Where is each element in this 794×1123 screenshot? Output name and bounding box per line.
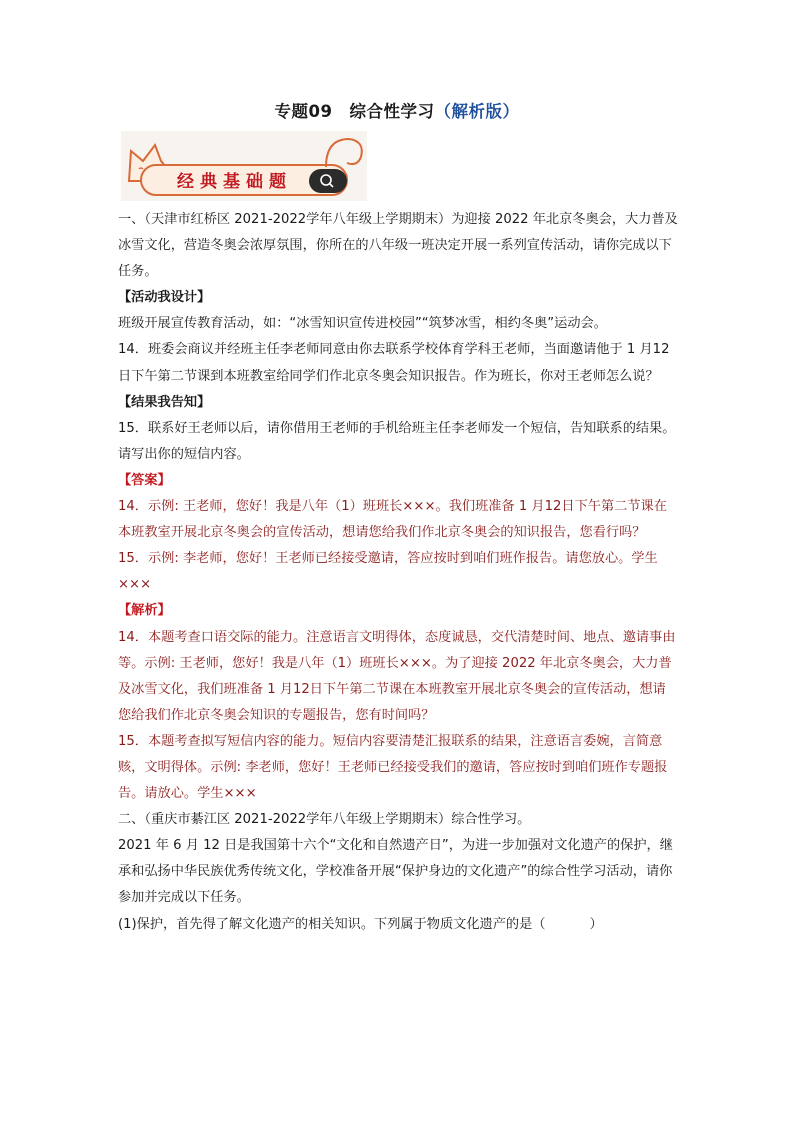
question-15: 15．联系好王老师以后，请你借用王老师的手机给班主任李老师发一个短信，告知联系的结果。请写出你的短信内容。 (118, 420, 676, 462)
q2-paragraph: 2021 年 6 月 12 日是我国第十六个“文化和自然遗产日”，为进一步加强对文化遗产的保护，继承和弘扬中华民族优秀传统文化，学校准备开展“保护身边的文化遗产”的综合性学习活动，请你参加并完成以下任务。 (118, 838, 673, 906)
banner-graphic (121, 131, 367, 201)
q1-intro: 一、（天津市红桥区 2021-2022学年八年级上学期期末）为迎接 2022 年北京冬奥会，大力普及冰雪文化，营造冬奥会浓厚氛围，你所在的八年级一班决定开展一系列宣传活动，请你完成以下任务。 (118, 212, 678, 280)
document-body (118, 207, 678, 938)
answer-14: 14．示例: 王老师，您好！我是八年（1）班班长×××。我们班准备 1 月12日下午第二节课在本班教室开展北京冬奥会的宣传活动，想请您给我们作北京冬奥会的知识报告，您看行吗？ (118, 499, 667, 541)
section-heading: 【活动我设计】 (118, 290, 211, 306)
page-title (0, 98, 794, 122)
activity-text: 班级开展宣传教育活动，如：“冰雪知识宣传进校园”“筑梦冰雪，相约冬奥”运动会。 (118, 316, 607, 332)
analysis-15: 15．本题考查拟写短信内容的能力。短信内容要清楚汇报联系的结果，注意语言委婉，言简意赅，文明得体。示例: 李老师，您好！王老师已经接受我们的邀请，答应按时到咱们班作专题报告。请放心。学生××× (118, 733, 668, 802)
q2-item-1 (118, 912, 678, 938)
q2-intro: 二、（重庆市綦江区 2021-2022学年八年级上学期期末）综合性学习。 (118, 812, 531, 828)
section-heading: 【结果我告知】 (118, 394, 211, 410)
q2-item-1-text: (1)保护，首先得了解文化遗产的相关知识。下列属于物质文化遗产的是（ (118, 916, 546, 932)
title-main: 专题09 综合性学习 (274, 102, 435, 121)
question-14: 14．班委会商议并经班主任李老师同意由你去联系学校体育学科王老师，当面邀请他于 1 月12日下午第二节课到本班教室给同学们作北京冬奥会知识报告。作为班长，你对王老师怎么说？ (118, 342, 670, 384)
analysis-14: 14．本题考查口语交际的能力。注意语言文明得体，态度诚恳，交代清楚时间、地点、邀请事由等。示例: 王老师，您好！我是八年（1）班班长×××。为了迎接 2022 年北京冬奥会，大力普及冰雪文化，我们班准备 1 月12日下午第二节课在本班教室开展北京冬奥会的宣传活动，想请您给我们作北京冬奥会知识的专题报告，您有时间吗？ (118, 629, 676, 723)
answer-15: 15．示例: 李老师，您好！王老师已经接受邀请，答应按时到咱们班作报告。请您放心。学生××× (118, 551, 658, 593)
section-banner (121, 131, 367, 201)
analysis-tag: 【解析】 (118, 603, 171, 619)
q2-item-1-end: ） (589, 916, 603, 932)
title-accent: （解析版） (434, 102, 520, 121)
answer-tag: 【答案】 (118, 472, 171, 488)
banner-text: 经典基础题 (177, 172, 292, 192)
